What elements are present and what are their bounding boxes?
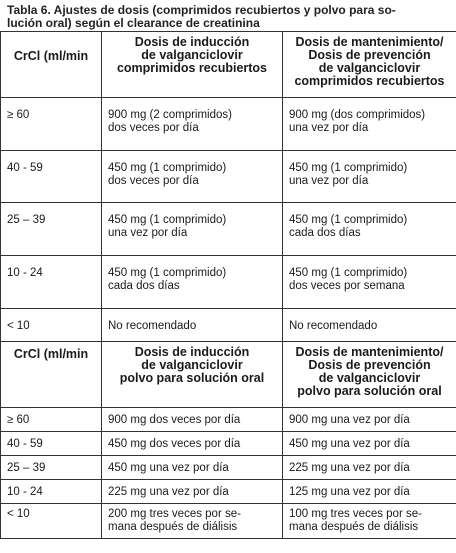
table-row — [1, 256, 456, 309]
table1-header-crcl: CrCl (ml/min — [1, 32, 102, 98]
crcl-cell: 40 - 59 — [1, 432, 102, 456]
table-row — [1, 309, 456, 342]
caption-line-2: lución oral) según el clearance de creatinina — [7, 16, 260, 30]
crcl-cell: 40 - 59 — [1, 151, 102, 203]
table-row — [1, 504, 456, 539]
table-row — [1, 408, 456, 432]
maintenance-cell: No recomendado — [283, 309, 456, 342]
maintenance-cell: 450 mg (1 comprimido) una vez por día — [283, 151, 456, 203]
induction-cell: 450 mg (1 comprimido) una vez por día — [102, 203, 283, 256]
caption-line-1: Tabla 6. Ajustes de dosis (comprimidos recubiertos y polvo para so- — [7, 3, 396, 17]
maintenance-cell: 450 mg (1 comprimido) dos veces por semana — [283, 256, 456, 309]
induction-cell: 450 mg (1 comprimido) dos veces por día — [102, 151, 283, 203]
table2-header-maintenance: Dosis de mantenimiento/ Dosis de prevención de valganciclovir polvo para solución oral — [283, 342, 456, 408]
crcl-cell: < 10 — [1, 309, 102, 342]
maintenance-cell: 450 mg una vez por día — [283, 432, 456, 456]
maintenance-cell: 125 mg una vez por día — [283, 480, 456, 504]
crcl-cell: 10 - 24 — [1, 256, 102, 309]
maintenance-cell: 225 mg una vez por día — [283, 456, 456, 480]
induction-cell: 450 mg una vez por día — [102, 456, 283, 480]
crcl-cell: 25 – 39 — [1, 203, 102, 256]
table2-header-row — [1, 342, 456, 408]
table1-header-induction: Dosis de inducción de valganciclovir comprimidos recubiertos — [102, 32, 283, 98]
crcl-cell: ≥ 60 — [1, 98, 102, 151]
induction-cell: 900 mg (2 comprimidos) dos veces por día — [102, 98, 283, 151]
table-row — [1, 151, 456, 203]
table2-header-crcl: CrCl (ml/min — [1, 342, 102, 408]
table2-header-induction: Dosis de inducción de valganciclovir polvo para solución oral — [102, 342, 283, 408]
dose-adjustment-table — [0, 31, 456, 539]
crcl-cell: 10 - 24 — [1, 480, 102, 504]
induction-cell: 200 mg tres veces por se- mana después de diálisis — [102, 504, 283, 539]
maintenance-cell: 900 mg (dos comprimidos) una vez por día — [283, 98, 456, 151]
induction-cell: 450 mg (1 comprimido) cada dos días — [102, 256, 283, 309]
maintenance-cell: 900 mg una vez por día — [283, 408, 456, 432]
table-row — [1, 456, 456, 480]
table-row — [1, 203, 456, 256]
induction-cell: 900 mg dos veces por día — [102, 408, 283, 432]
crcl-cell: 25 – 39 — [1, 456, 102, 480]
induction-cell: 225 mg una vez por día — [102, 480, 283, 504]
maintenance-cell: 100 mg tres veces por se- mana después de diálisis — [283, 504, 456, 539]
table-row — [1, 480, 456, 504]
induction-cell: 450 mg dos veces por día — [102, 432, 283, 456]
crcl-cell: < 10 — [1, 504, 102, 539]
induction-cell: No recomendado — [102, 309, 283, 342]
table1-header-maintenance: Dosis de mantenimiento/ Dosis de prevención de valganciclovir comprimidos recubiertos — [283, 32, 456, 98]
maintenance-cell: 450 mg (1 comprimido) cada dos días — [283, 203, 456, 256]
table-row — [1, 98, 456, 151]
table-caption — [7, 4, 449, 30]
table1-header-row — [1, 32, 456, 98]
table-row — [1, 432, 456, 456]
crcl-cell: ≥ 60 — [1, 408, 102, 432]
